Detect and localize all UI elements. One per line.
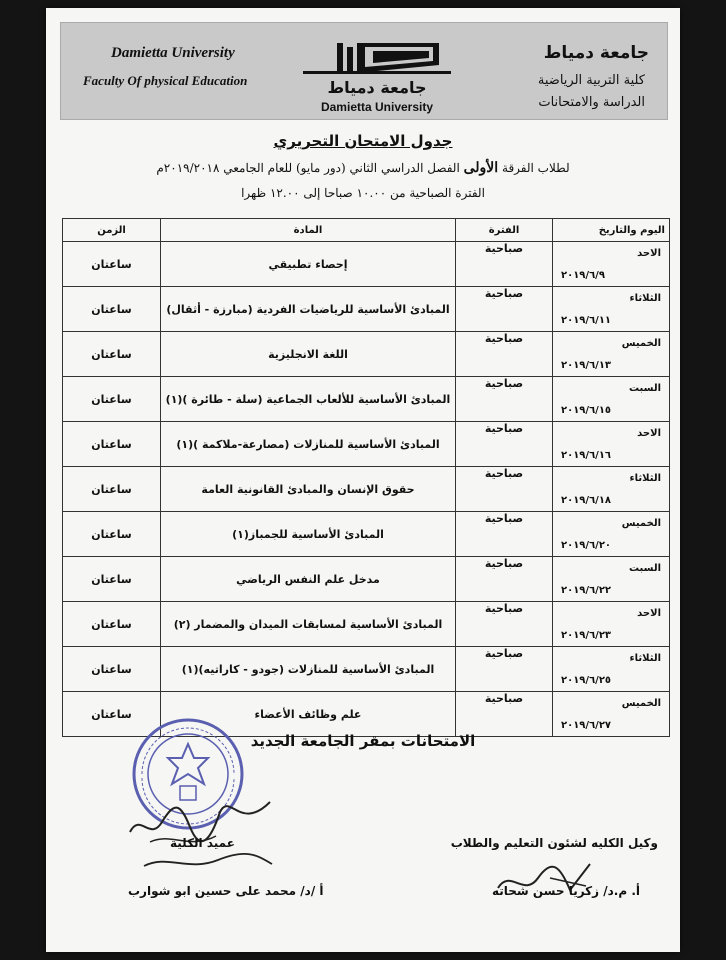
exam-date: ٢٠١٩/٦/١٥ <box>561 405 612 416</box>
day-date-cell <box>553 287 670 332</box>
table-row <box>63 332 670 377</box>
dean-title: عميد الكلية <box>170 836 235 850</box>
exam-date: ٢٠١٩/٦/١٣ <box>561 360 612 371</box>
arabic-department-name: الدراسة والامتحانات <box>538 95 645 110</box>
subject-cell: حقوق الإنسان والمبادئ القانونية العامة <box>161 467 456 512</box>
table-row <box>63 287 670 332</box>
vice-dean-signature-icon <box>490 858 600 908</box>
duration-cell: ساعتان <box>63 242 161 287</box>
exam-date: ٢٠١٩/٦/١٦ <box>561 450 612 461</box>
university-logo <box>289 41 465 115</box>
day-date-cell <box>553 242 670 287</box>
subject-cell: المبادئ الأساسية للألعاب الجماعية (سلة - طائرة )(١) <box>161 377 456 422</box>
exam-schedule-table <box>62 218 670 737</box>
arabic-faculty-name: كلية التربية الرياضية <box>537 73 645 88</box>
subtitle-part1: لطلاب الفرقة <box>502 161 570 175</box>
subtitle-line <box>46 160 680 176</box>
table-row <box>63 377 670 422</box>
table-row <box>63 557 670 602</box>
day-date-cell <box>553 602 670 647</box>
subject-cell: المبادئ الأساسية للجمباز(١) <box>161 512 456 557</box>
period-cell: صباحية <box>456 332 553 377</box>
exam-date: ٢٠١٩/٦/٢٥ <box>561 675 612 686</box>
header-subject: المادة <box>161 219 456 242</box>
period-line: الفترة الصباحية من ١٠.٠٠ صباحا إلى ١٢.٠٠ ظهرا <box>241 186 485 200</box>
period-cell: صباحية <box>456 512 553 557</box>
period-cell: صباحية <box>456 467 553 512</box>
period-cell: صباحية <box>456 692 553 737</box>
day-date-cell <box>553 692 670 737</box>
subject-cell: إحصاء تطبيقي <box>161 242 456 287</box>
duration-cell: ساعتان <box>63 287 161 332</box>
subtitle-part2: الفصل الدراسي الثاني (دور مايو) للعام الجامعي ٢٠١٩/٢٠١٨م <box>156 161 460 175</box>
subject-cell: المبادئ الأساسية للمنازلات (مصارعة-ملاكمة )(١) <box>161 422 456 467</box>
exam-date: ٢٠١٩/٦/٩ <box>561 270 605 281</box>
day-name: السبت <box>628 383 661 394</box>
day-date-cell <box>553 332 670 377</box>
day-date-cell <box>553 422 670 467</box>
arabic-university-name: جامعة دمياط <box>543 43 649 63</box>
exam-date: ٢٠١٩/٦/١٨ <box>561 495 612 506</box>
table-row <box>63 647 670 692</box>
exam-date: ٢٠١٩/٦/٢٢ <box>561 585 612 596</box>
document-title: جدول الامتحان التحريري <box>273 132 453 150</box>
subject-cell: علم وظائف الأعضاء <box>161 692 456 737</box>
day-name: الخميس <box>621 338 661 349</box>
subtitle-year-highlight: الأولى <box>463 160 499 176</box>
exam-date: ٢٠١٩/٦/١١ <box>561 315 612 326</box>
period-cell: صباحية <box>456 602 553 647</box>
duration-cell: ساعتان <box>63 467 161 512</box>
duration-cell: ساعتان <box>63 332 161 377</box>
period-cell: صباحية <box>456 287 553 332</box>
duration-cell: ساعتان <box>63 512 161 557</box>
period-cell: صباحية <box>456 557 553 602</box>
subject-cell: مدخل علم النفس الرياضي <box>161 557 456 602</box>
table-row <box>63 602 670 647</box>
period-cell: صباحية <box>456 377 553 422</box>
header-day-date: اليوم والتاريخ <box>553 219 670 242</box>
period-cell: صباحية <box>456 647 553 692</box>
day-name: الثلاثاء <box>629 653 661 664</box>
duration-cell: ساعتان <box>63 647 161 692</box>
english-university-name: Damietta University <box>111 45 235 61</box>
day-date-cell <box>553 647 670 692</box>
table-row <box>63 422 670 467</box>
vice-dean-name: أ. م.د/ زكريا حسن شحاته <box>491 884 640 898</box>
day-name: الثلاثاء <box>629 473 661 484</box>
day-name: الاحد <box>637 428 661 439</box>
day-date-cell <box>553 512 670 557</box>
exam-location-note: الامتحانات بمقر الجامعة الجديد <box>250 732 476 750</box>
day-date-cell <box>553 377 670 422</box>
day-name: الخميس <box>621 698 661 709</box>
duration-cell: ساعتان <box>63 602 161 647</box>
duration-cell: ساعتان <box>63 557 161 602</box>
subject-cell: اللغة الانجليزية <box>161 332 456 377</box>
day-date-cell <box>553 557 670 602</box>
table-row <box>63 512 670 557</box>
day-name: السبت <box>628 563 661 574</box>
subject-cell: المبادئ الأساسية لمسابقات الميدان والمضمار (٢) <box>161 602 456 647</box>
subject-cell: المبادئ الأساسية للمنازلات (جودو - كاراتيه)(١) <box>161 647 456 692</box>
duration-cell: ساعتان <box>63 377 161 422</box>
header-period: الفترة <box>456 219 553 242</box>
document-page <box>46 8 680 952</box>
letterhead <box>60 22 668 120</box>
logo-arabic-text: جامعة دمياط <box>327 78 427 97</box>
subject-cell: المبادئ الأساسية للرياضيات الفردية (مبارزة - أثقال) <box>161 287 456 332</box>
exam-date: ٢٠١٩/٦/٢٧ <box>561 720 612 731</box>
period-cell: صباحية <box>456 242 553 287</box>
table-row <box>63 467 670 512</box>
day-name: الخميس <box>621 518 661 529</box>
period-cell: صباحية <box>456 422 553 467</box>
exam-date: ٢٠١٩/٦/٢٣ <box>561 630 612 641</box>
table-header-row <box>63 219 670 242</box>
duration-cell: ساعتان <box>63 692 161 737</box>
duration-cell: ساعتان <box>63 422 161 467</box>
exam-date: ٢٠١٩/٦/٢٠ <box>561 540 612 551</box>
day-name: الاحد <box>637 608 661 619</box>
english-faculty-name: Faculty Of physical Education <box>83 73 248 88</box>
header-duration: الزمن <box>63 219 161 242</box>
day-name: الثلاثاء <box>629 293 661 304</box>
day-date-cell <box>553 467 670 512</box>
table-row <box>63 242 670 287</box>
dean-signature-icon <box>138 846 278 876</box>
logo-english-text: Damietta University <box>320 100 434 114</box>
vice-dean-title: وكيل الكليه لشئون التعليم والطلاب <box>450 836 658 850</box>
day-name: الاحد <box>637 248 661 259</box>
dean-name: أ /د/ محمد على حسين ابو شوارب <box>128 884 324 898</box>
